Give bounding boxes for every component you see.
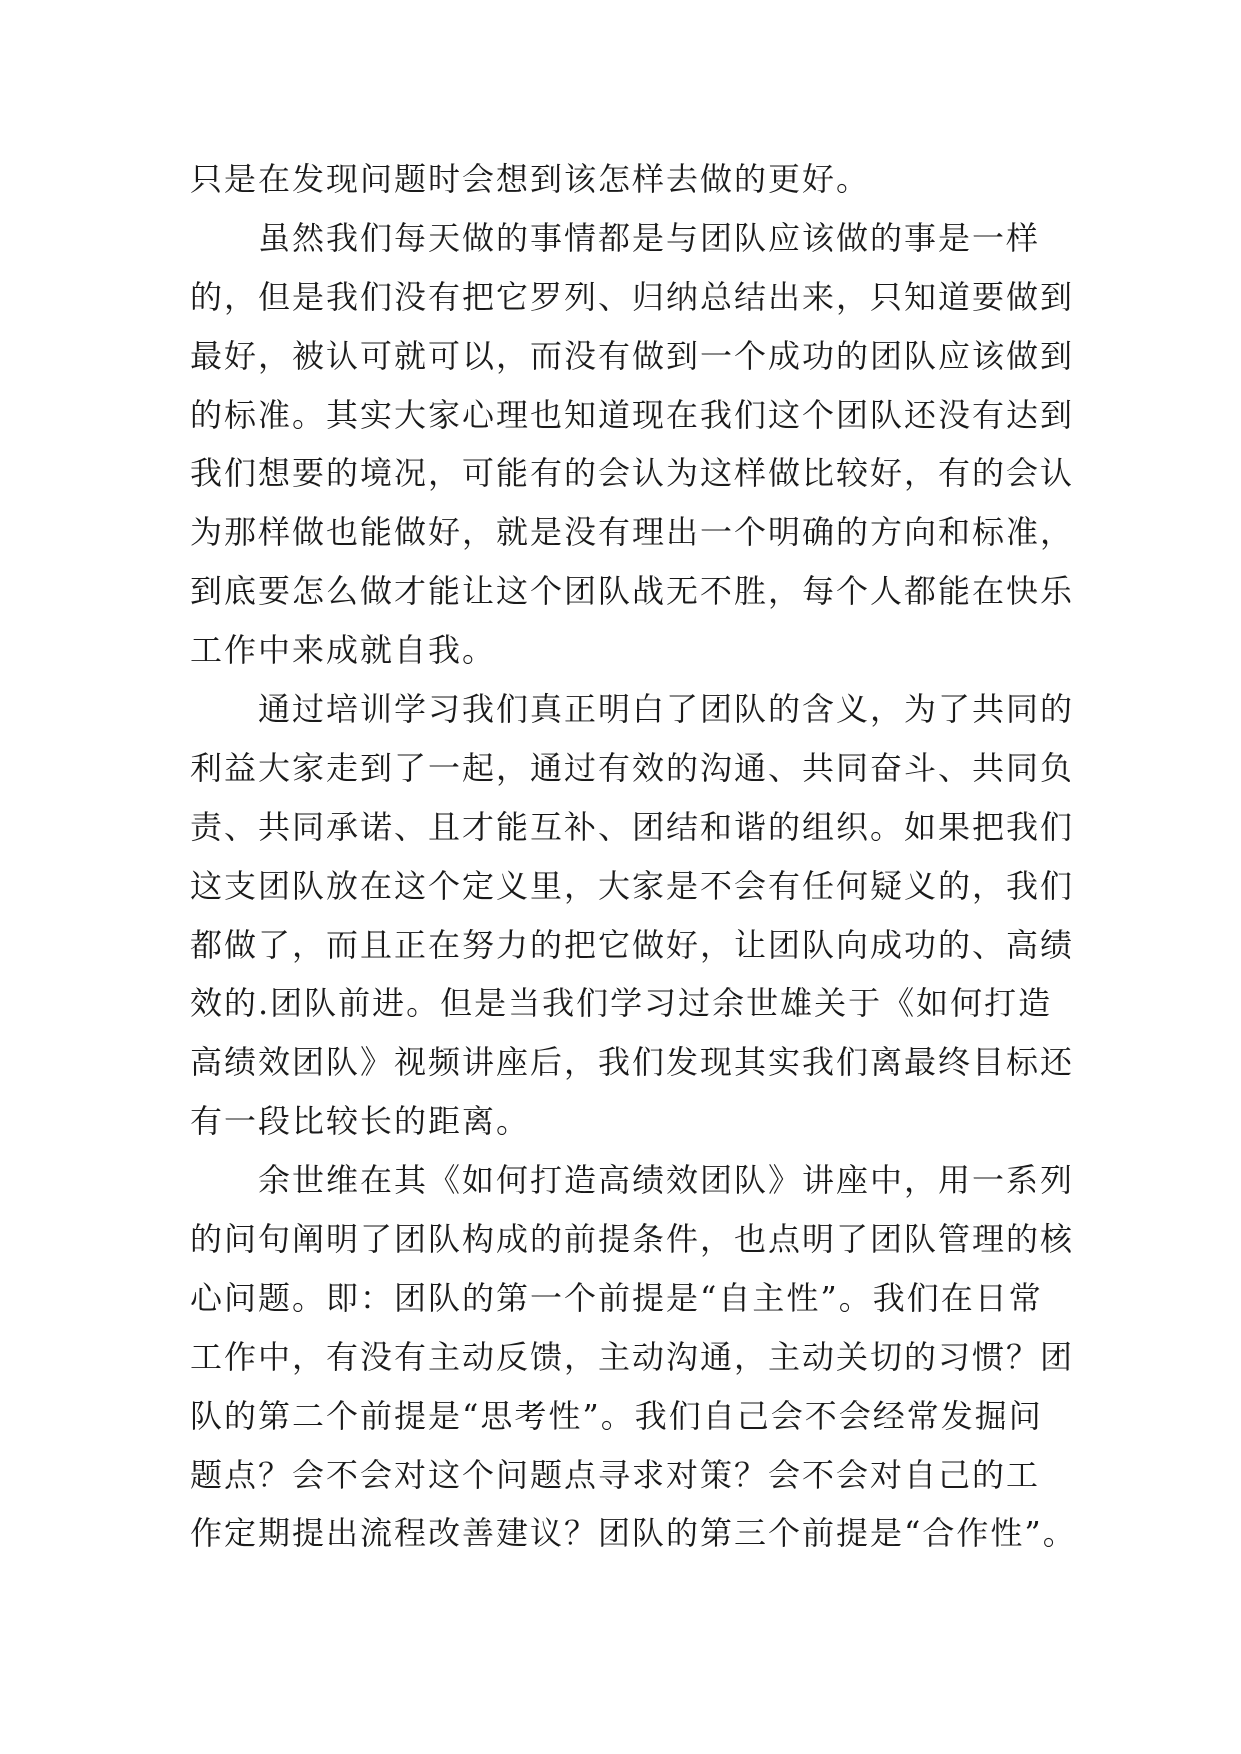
text-line: 题点？会不会对这个问题点寻求对策？会不会对自己的工 bbox=[190, 1455, 1041, 1494]
text-line: 工作中，有没有主动反馈，主动沟通，主动关切的习惯？团 bbox=[190, 1337, 1075, 1376]
text-line: 队的第二个前提是“思考性”。我们自己会不会经常发掘问 bbox=[190, 1396, 1043, 1435]
text-line: 我们想要的境况，可能有的会认为这样做比较好，有的会认 bbox=[190, 454, 1075, 493]
text-line: 效的.团队前进。但是当我们学习过余世雄关于《如何打造 bbox=[190, 984, 1053, 1023]
text-line: 心问题。即：团队的第一个前提是“自主性”。我们在日常 bbox=[190, 1278, 1043, 1317]
text-line: 责、共同承诺、且才能互补、团结和谐的组织。如果把我们 bbox=[190, 807, 1075, 846]
text-line: 的，但是我们没有把它罗列、归纳总结出来，只知道要做到 bbox=[190, 277, 1075, 316]
text-line: 虽然我们每天做的事情都是与团队应该做的事是一样 bbox=[190, 218, 1041, 257]
text-line: 到底要怎么做才能让这个团队战无不胜，每个人都能在快乐 bbox=[190, 572, 1075, 611]
text-line: 最好，被认可就可以，而没有做到一个成功的团队应该做到 bbox=[190, 336, 1075, 375]
body-text bbox=[190, 150, 1077, 1563]
text-line: 余世维在其《如何打造高绩效团队》讲座中，用一系列 bbox=[190, 1161, 1075, 1200]
text-line: 的问句阐明了团队构成的前提条件，也点明了团队管理的核 bbox=[190, 1220, 1075, 1259]
text-line: 这支团队放在这个定义里，大家是不会有任何疑义的，我们 bbox=[190, 866, 1075, 905]
text-line: 工作中来成就自我。 bbox=[190, 631, 497, 670]
text-line: 的标准。其实大家心理也知道现在我们这个团队还没有达到 bbox=[190, 395, 1075, 434]
text-line: 利益大家走到了一起，通过有效的沟通、共同奋斗、共同负 bbox=[190, 748, 1075, 787]
text-line: 为那样做也能做好，就是没有理出一个明确的方向和标准， bbox=[190, 513, 1075, 552]
text-line: 只是在发现问题时会想到该怎样去做的更好。 bbox=[190, 160, 871, 198]
text-line: 作定期提出流程改善建议？团队的第三个前提是“合作性”。 bbox=[190, 1514, 1077, 1553]
text-line: 通过培训学习我们真正明白了团队的含义，为了共同的 bbox=[190, 690, 1075, 729]
text-line: 都做了，而且正在努力的把它做好，让团队向成功的、高绩 bbox=[190, 925, 1075, 964]
text-line: 高绩效团队》视频讲座后，我们发现其实我们离最终目标还 bbox=[190, 1043, 1075, 1082]
text-line: 有一段比较长的距离。 bbox=[190, 1102, 531, 1141]
